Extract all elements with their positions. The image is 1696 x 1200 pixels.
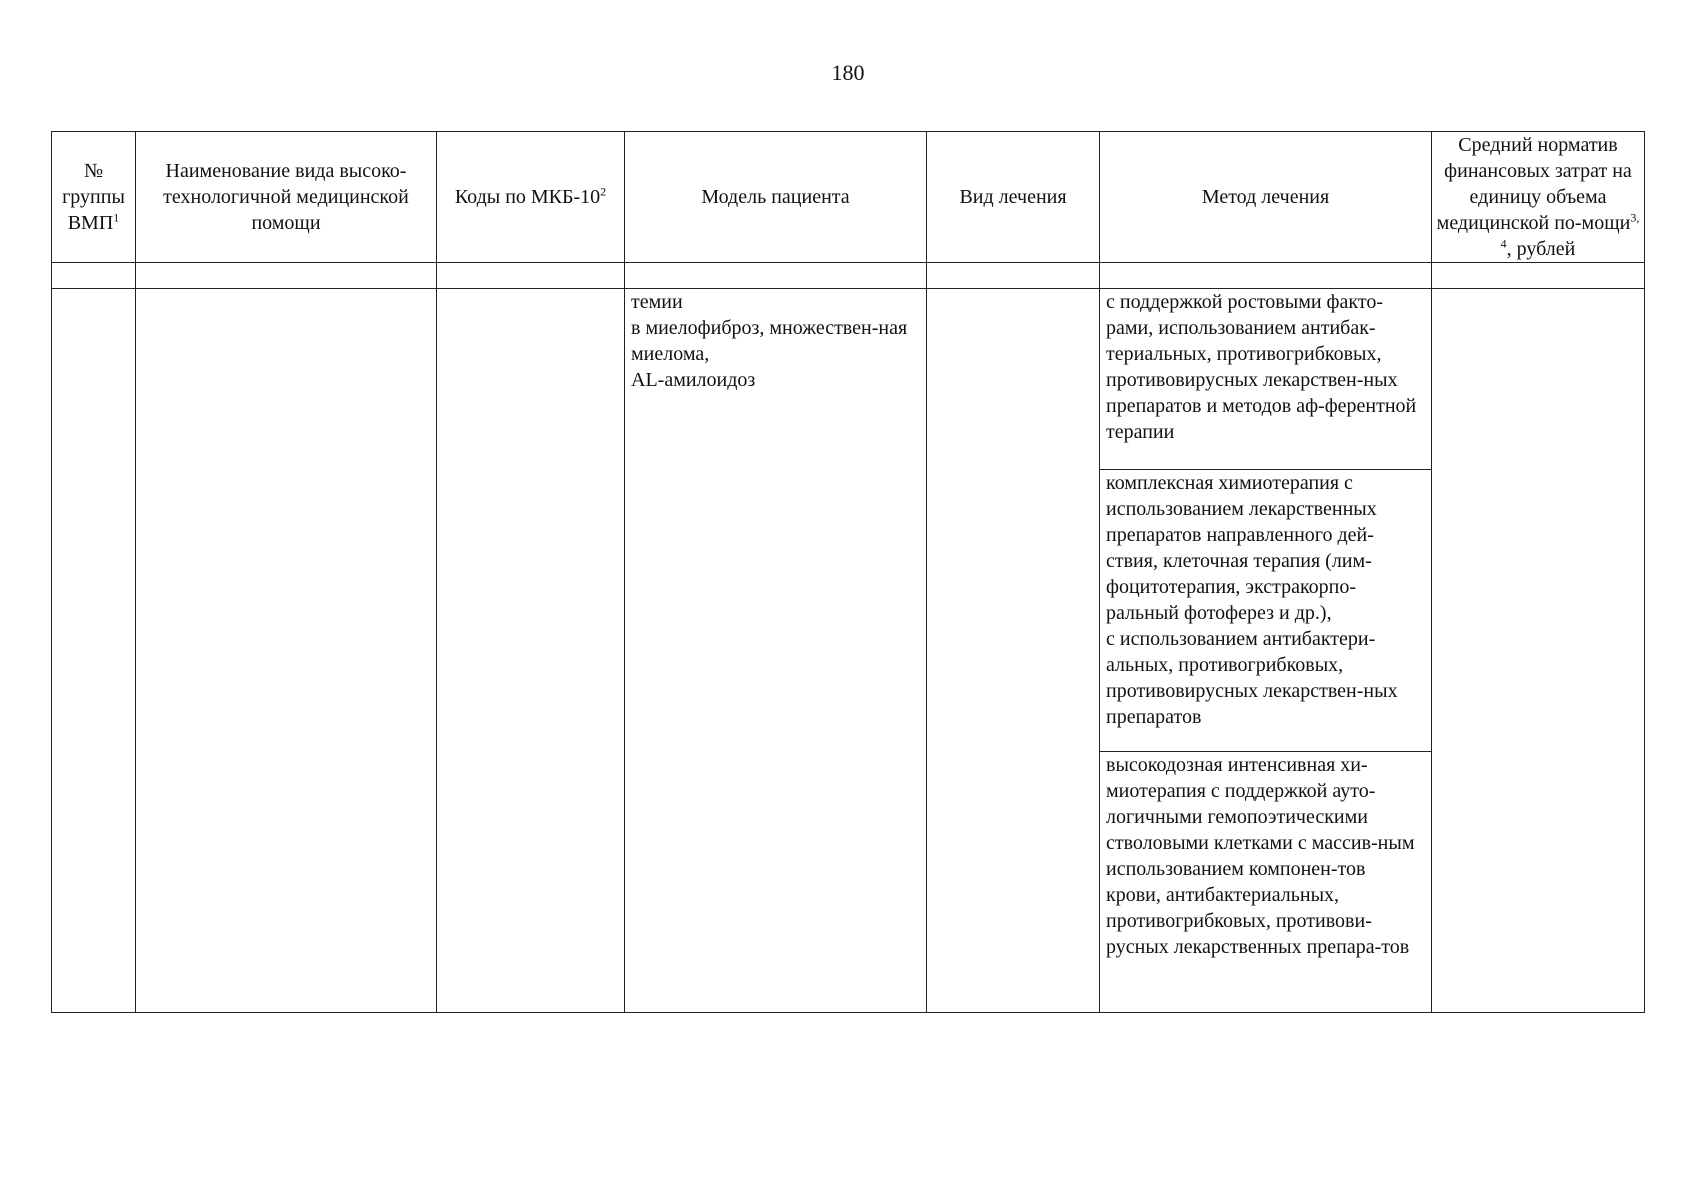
- cell-icd-codes: [437, 289, 625, 1013]
- header-care-type-name: [136, 132, 437, 263]
- header-treatment-method: [1100, 132, 1432, 263]
- cell-treatment-method: высокодозная интенсивная хи-миотерапия с поддержкой ауто-логичными гемопоэтическими стволовыми клетками с массив-ным использованием компонен-тов крови, антибактериальных, противогрибковых, противови-русных лекарственных препара-тов: [1100, 752, 1432, 1013]
- footnote-marker: 3, 4: [1500, 210, 1640, 251]
- header-cost-standard: [1432, 132, 1645, 263]
- table-header-row: [52, 132, 1645, 263]
- cell-treatment-method: комплексная химиотерапия с использованием лекарственных препаратов направленного дей-ствия, клеточная терапия (лим-фоцитотерапия, экстракорпо-ральный фотоферез и др.), с использованием антибактери-альных, противогрибковых, противовирусных лекарствен-ных препаратов: [1100, 470, 1432, 752]
- cell-patient-model: темии в миелофиброз, множествен-ная миелома, AL-амилоидоз: [625, 289, 927, 1013]
- header-care-type-label: Наименование вида высоко-технологичной медицинской помощи: [163, 160, 409, 234]
- cell-treatment-method: с поддержкой ростовыми факто-рами, использованием антибак-териальных, противогрибковых, противовирусных лекарствен-ных препаратов и методов аф-ферентной терапии: [1100, 289, 1432, 470]
- page-number: 180: [831, 60, 865, 85]
- header-patient-model-label: Модель пациента: [701, 186, 850, 208]
- cell-treatment-type: [927, 289, 1100, 1013]
- header-treatment-method-label: Метод лечения: [1201, 186, 1330, 208]
- footnote-marker: 2: [600, 184, 607, 199]
- header-icd-codes-label: Коды по МКБ-10: [454, 186, 601, 208]
- table-spacer-row: [52, 263, 1645, 289]
- header-cost-standard-unit: , рублей: [1506, 238, 1576, 260]
- table-row: [52, 289, 1645, 470]
- cell-care-type-name: [136, 289, 437, 1013]
- header-patient-model: [625, 132, 927, 263]
- header-treatment-type-label: Вид лечения: [959, 186, 1067, 208]
- header-treatment-type: [927, 132, 1100, 263]
- header-group-number: [52, 132, 136, 263]
- header-group-number-label: № группы ВМП: [62, 160, 125, 234]
- cell-group-number: [52, 289, 136, 1013]
- header-icd-codes: [437, 132, 625, 263]
- header-cost-standard-label: Средний норматив финансовых затрат на единицу объема медицинской по-мощи: [1436, 134, 1632, 234]
- cell-cost-standard: [1432, 289, 1645, 1013]
- footnote-marker: 1: [113, 210, 120, 225]
- vmp-table: [51, 131, 1645, 1013]
